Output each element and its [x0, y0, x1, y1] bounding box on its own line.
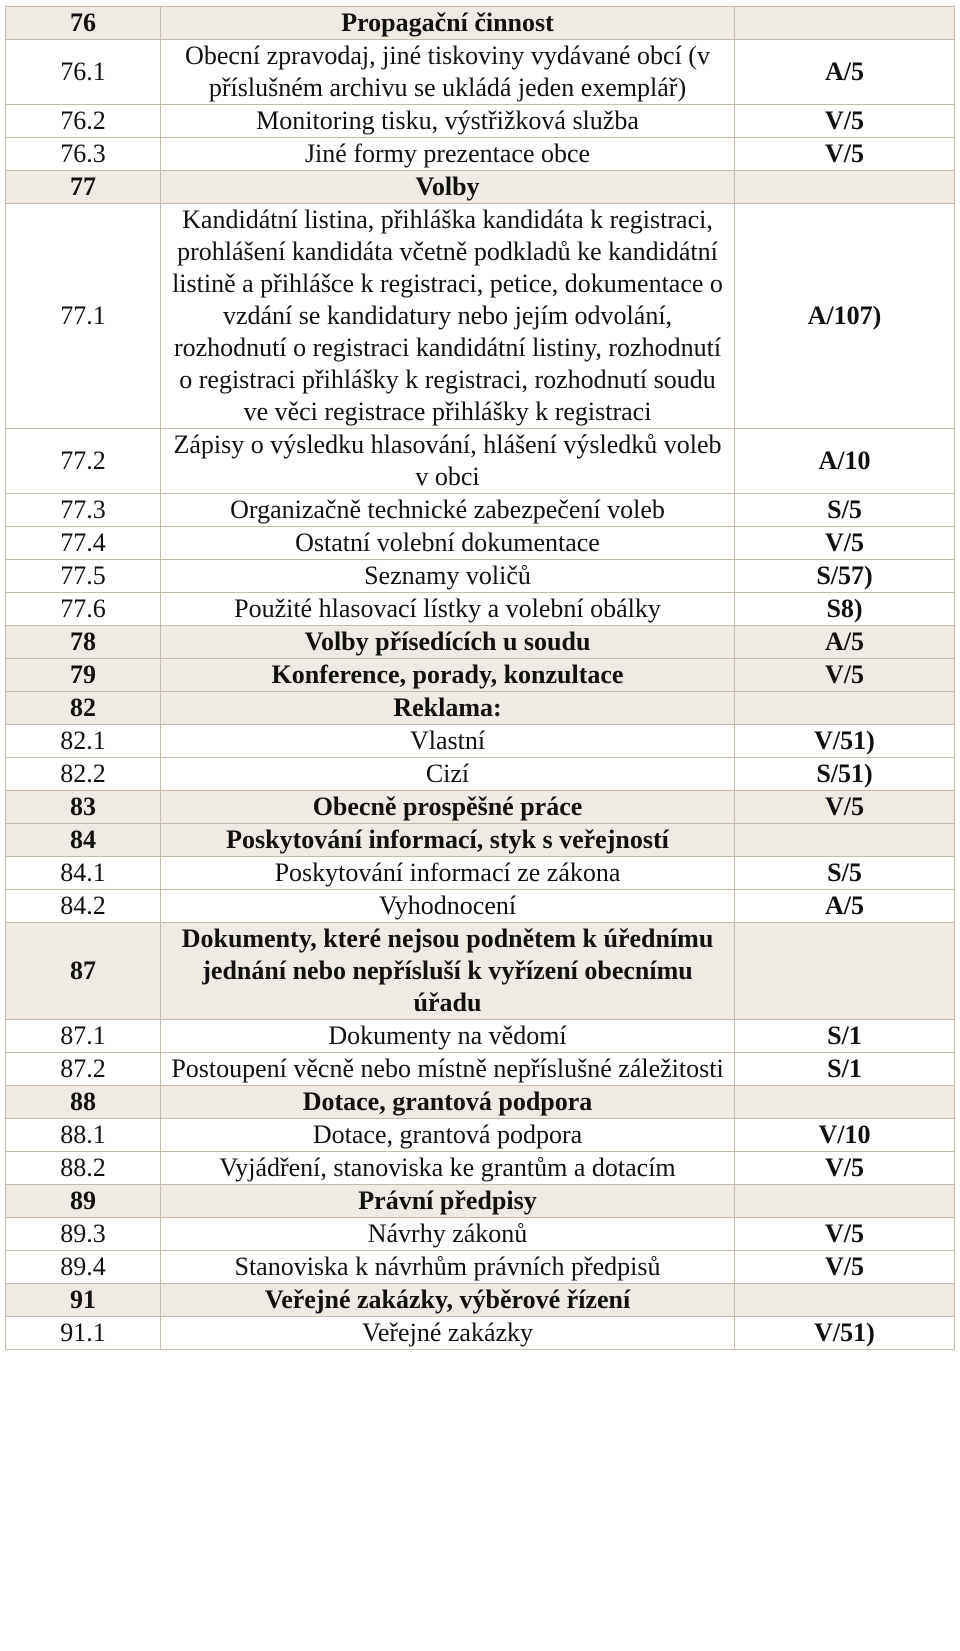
retention-mark-cell: V/10	[735, 1119, 955, 1152]
retention-mark-cell: V/5	[735, 138, 955, 171]
retention-mark-cell: V/5	[735, 527, 955, 560]
description-cell: Vlastní	[161, 725, 735, 758]
code-cell: 84.1	[6, 857, 161, 890]
section-row	[6, 659, 955, 692]
description-cell: Právní předpisy	[161, 1185, 735, 1218]
section-row	[6, 626, 955, 659]
description-cell: Veřejné zakázky, výběrové řízení	[161, 1284, 735, 1317]
description-cell: Obecní zpravodaj, jiné tiskoviny vydávané obcí (v příslušném archivu se ukládá jeden exemplář)	[161, 40, 735, 105]
section-row	[6, 171, 955, 204]
table-row	[6, 1020, 955, 1053]
table-row	[6, 1152, 955, 1185]
retention-mark-cell: A/5	[735, 626, 955, 659]
code-cell: 82	[6, 692, 161, 725]
description-cell: Konference, porady, konzultace	[161, 659, 735, 692]
table-row	[6, 857, 955, 890]
retention-mark-cell: S/1	[735, 1020, 955, 1053]
description-cell: Jiné formy prezentace obce	[161, 138, 735, 171]
section-row	[6, 923, 955, 1020]
description-cell: Volby přísedících u soudu	[161, 626, 735, 659]
code-cell: 77.4	[6, 527, 161, 560]
code-cell: 76	[6, 7, 161, 40]
table-row	[6, 890, 955, 923]
retention-mark-cell: V/51)	[735, 725, 955, 758]
retention-mark-cell: A/5	[735, 890, 955, 923]
table-row	[6, 1317, 955, 1350]
section-row	[6, 824, 955, 857]
description-cell: Obecně prospěšné práce	[161, 791, 735, 824]
description-cell: Ostatní volební dokumentace	[161, 527, 735, 560]
retention-mark-cell: S/57)	[735, 560, 955, 593]
code-cell: 88	[6, 1086, 161, 1119]
code-cell: 83	[6, 791, 161, 824]
section-row	[6, 791, 955, 824]
code-cell: 88.1	[6, 1119, 161, 1152]
code-cell: 77.1	[6, 204, 161, 429]
shredding-plan-table	[5, 6, 955, 1350]
code-cell: 78	[6, 626, 161, 659]
retention-mark-cell	[735, 171, 955, 204]
table-row	[6, 725, 955, 758]
retention-mark-cell: A/10	[735, 429, 955, 494]
code-cell: 87.2	[6, 1053, 161, 1086]
description-cell: Návrhy zákonů	[161, 1218, 735, 1251]
code-cell: 88.2	[6, 1152, 161, 1185]
retention-mark-cell: V/51)	[735, 1317, 955, 1350]
retention-mark-cell: V/5	[735, 659, 955, 692]
table-row	[6, 1251, 955, 1284]
table-body	[6, 7, 955, 1350]
code-cell: 89	[6, 1185, 161, 1218]
description-cell: Postoupení věcně nebo místně nepříslušné záležitosti	[161, 1053, 735, 1086]
code-cell: 87	[6, 923, 161, 1020]
description-cell: Stanoviska k návrhům právních předpisů	[161, 1251, 735, 1284]
retention-mark-cell: S/5	[735, 494, 955, 527]
description-cell: Dotace, grantová podpora	[161, 1119, 735, 1152]
retention-mark-cell: V/5	[735, 1251, 955, 1284]
code-cell: 77	[6, 171, 161, 204]
retention-mark-cell: S/51)	[735, 758, 955, 791]
section-row	[6, 1086, 955, 1119]
description-cell: Organizačně technické zabezpečení voleb	[161, 494, 735, 527]
section-row	[6, 1284, 955, 1317]
retention-mark-cell	[735, 7, 955, 40]
table-row	[6, 1218, 955, 1251]
retention-mark-cell: V/5	[735, 1218, 955, 1251]
description-cell: Seznamy voličů	[161, 560, 735, 593]
retention-mark-cell	[735, 824, 955, 857]
description-cell: Vyjádření, stanoviska ke grantům a dotacím	[161, 1152, 735, 1185]
table-row	[6, 527, 955, 560]
description-cell: Poskytování informací ze zákona	[161, 857, 735, 890]
table-row	[6, 758, 955, 791]
description-cell: Zápisy o výsledku hlasování, hlášení výsledků voleb v obci	[161, 429, 735, 494]
table-row	[6, 1053, 955, 1086]
code-cell: 76.2	[6, 105, 161, 138]
code-cell: 87.1	[6, 1020, 161, 1053]
table-row	[6, 40, 955, 105]
retention-mark-cell: A/5	[735, 40, 955, 105]
code-cell: 82.1	[6, 725, 161, 758]
code-cell: 77.3	[6, 494, 161, 527]
code-cell: 89.4	[6, 1251, 161, 1284]
table-row	[6, 1119, 955, 1152]
description-cell: Použité hlasovací lístky a volební obálky	[161, 593, 735, 626]
code-cell: 76.3	[6, 138, 161, 171]
code-cell: 77.2	[6, 429, 161, 494]
table-row	[6, 429, 955, 494]
code-cell: 89.3	[6, 1218, 161, 1251]
retention-mark-cell: S8)	[735, 593, 955, 626]
retention-mark-cell: V/5	[735, 791, 955, 824]
section-row	[6, 692, 955, 725]
table-row	[6, 593, 955, 626]
retention-mark-cell	[735, 923, 955, 1020]
description-cell: Dotace, grantová podpora	[161, 1086, 735, 1119]
code-cell: 84.2	[6, 890, 161, 923]
description-cell: Monitoring tisku, výstřižková služba	[161, 105, 735, 138]
code-cell: 82.2	[6, 758, 161, 791]
description-cell: Poskytování informací, styk s veřejností	[161, 824, 735, 857]
retention-mark-cell: S/1	[735, 1053, 955, 1086]
section-row	[6, 7, 955, 40]
section-row	[6, 1185, 955, 1218]
description-cell: Reklama:	[161, 692, 735, 725]
retention-mark-cell	[735, 1185, 955, 1218]
description-cell: Dokumenty, které nejsou podnětem k úřednímu jednání nebo nepřísluší k vyřízení obecnímu úřadu	[161, 923, 735, 1020]
code-cell: 76.1	[6, 40, 161, 105]
description-cell: Volby	[161, 171, 735, 204]
retention-mark-cell	[735, 692, 955, 725]
description-cell: Propagační činnost	[161, 7, 735, 40]
table-row	[6, 105, 955, 138]
code-cell: 79	[6, 659, 161, 692]
table-row	[6, 494, 955, 527]
code-cell: 91	[6, 1284, 161, 1317]
table-row	[6, 204, 955, 429]
retention-mark-cell	[735, 1086, 955, 1119]
description-cell: Cizí	[161, 758, 735, 791]
description-cell: Kandidátní listina, přihláška kandidáta k registraci, prohlášení kandidáta včetně podkladů ke kandidátní listině a přihlášce k registraci, petice, dokumentace o vzdání se kandidatury nebo jejím odvolání, rozhodnutí o registraci kandidátní listiny, rozhodnutí o registraci přihlášky k registraci, rozhodnutí soudu ve věci registrace přihlášky k registraci	[161, 204, 735, 429]
retention-mark-cell: V/5	[735, 105, 955, 138]
description-cell: Vyhodnocení	[161, 890, 735, 923]
table-row	[6, 138, 955, 171]
retention-mark-cell: S/5	[735, 857, 955, 890]
code-cell: 84	[6, 824, 161, 857]
description-cell: Dokumenty na vědomí	[161, 1020, 735, 1053]
code-cell: 77.5	[6, 560, 161, 593]
description-cell: Veřejné zakázky	[161, 1317, 735, 1350]
retention-mark-cell: A/107)	[735, 204, 955, 429]
retention-mark-cell	[735, 1284, 955, 1317]
table-row	[6, 560, 955, 593]
code-cell: 77.6	[6, 593, 161, 626]
code-cell: 91.1	[6, 1317, 161, 1350]
retention-mark-cell: V/5	[735, 1152, 955, 1185]
